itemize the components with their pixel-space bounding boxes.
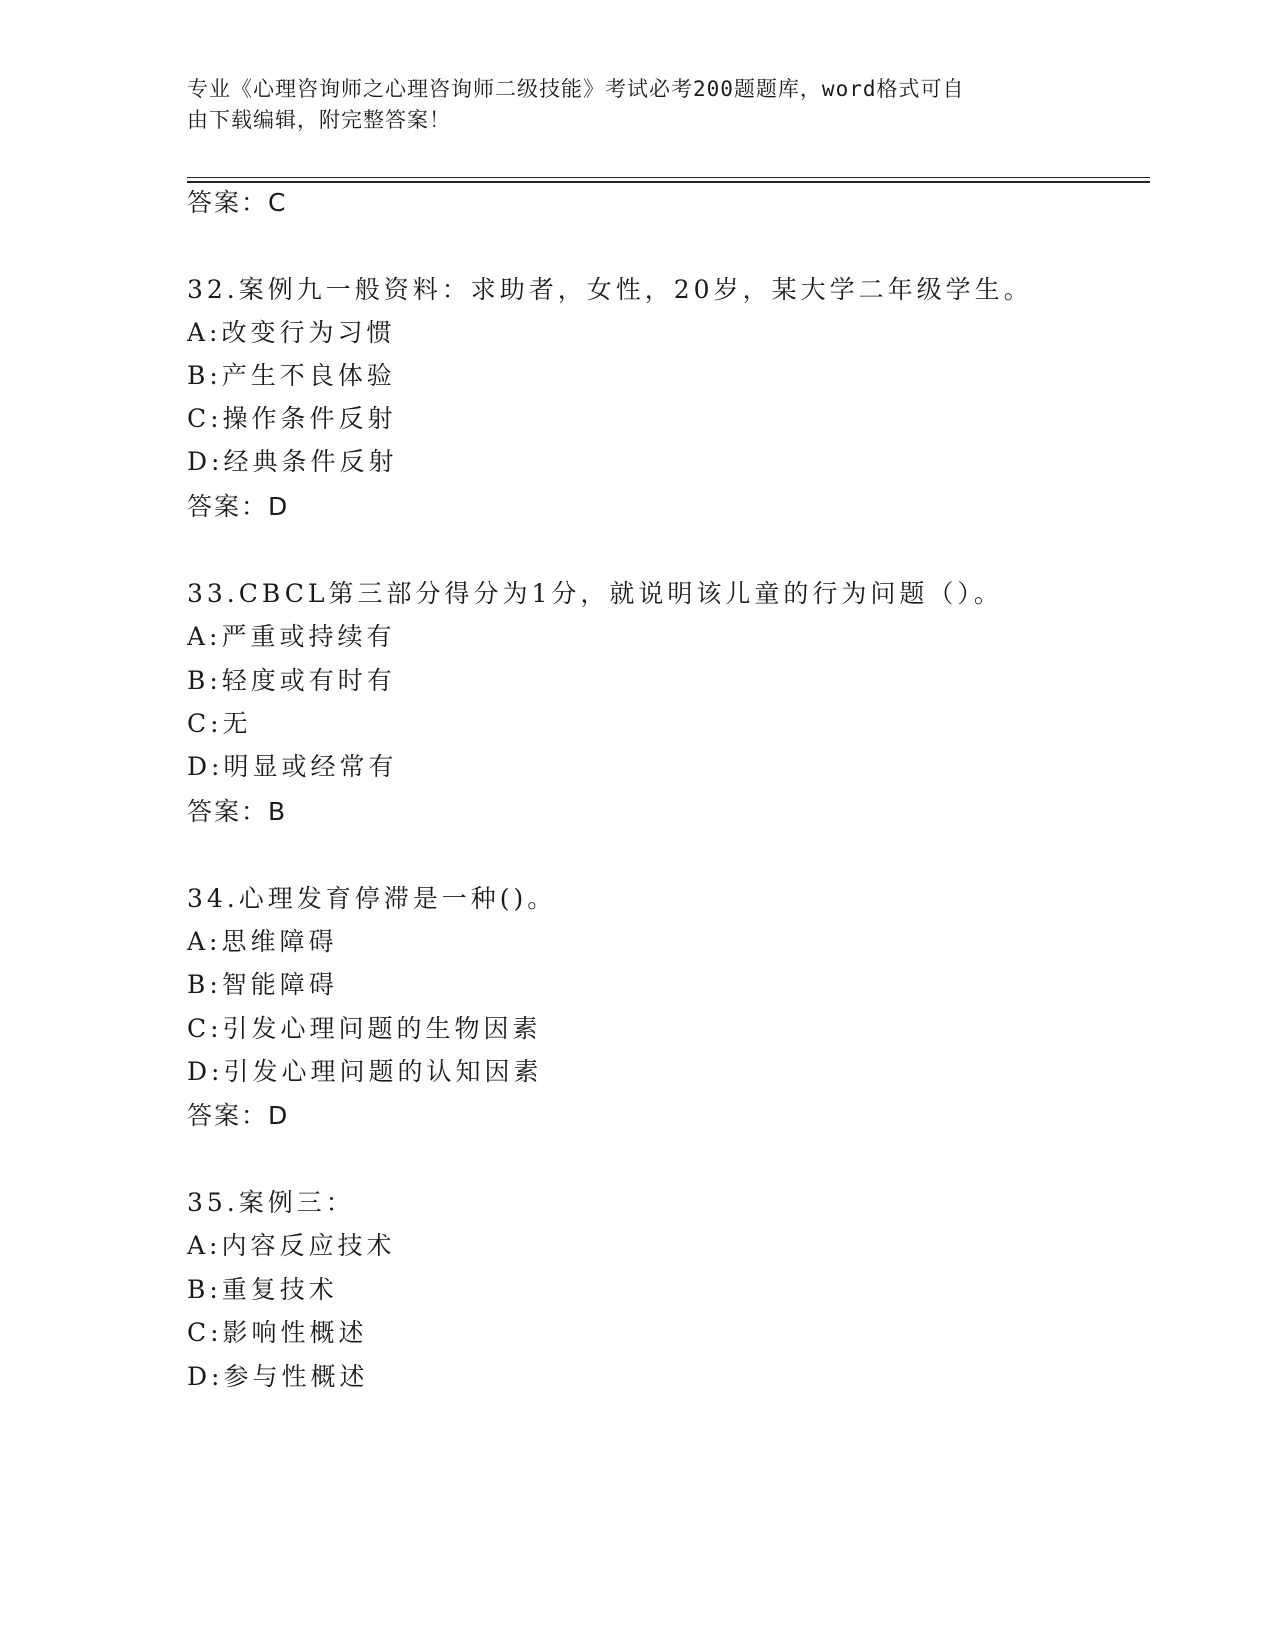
answer-line: 答案：B — [187, 797, 288, 826]
option-d: D:引发心理问题的认知因素 — [187, 1057, 543, 1086]
answer-line: 答案：D — [187, 1101, 290, 1130]
option-d: D:参与性概述 — [187, 1362, 369, 1391]
question-stem: 35.案例三： — [187, 1188, 355, 1217]
header-divider-thin — [187, 177, 1150, 178]
option-a: A:内容反应技术 — [187, 1231, 396, 1260]
answer-line: 答案：D — [187, 492, 290, 521]
option-d: D:明显或经常有 — [187, 752, 398, 781]
option-b: B:产生不良体验 — [187, 361, 396, 390]
option-a: A:改变行为习惯 — [187, 318, 396, 347]
question-stem: 33.CBCL第三部分得分为1分，就说明该儿童的行为问题（）。 — [187, 579, 1003, 608]
header-divider-thick — [187, 181, 1150, 183]
option-c: C:引发心理问题的生物因素 — [187, 1014, 542, 1043]
option-c: C:影响性概述 — [187, 1318, 368, 1347]
question-stem: 32.案例九一般资料：求助者，女性，20岁，某大学二年级学生。 — [187, 275, 1033, 304]
option-a: A:思维障碍 — [187, 927, 338, 956]
option-b: B:重复技术 — [187, 1275, 338, 1304]
header-line-2: 由下载编辑，附完整答案！ — [187, 108, 451, 132]
question-stem: 34.心理发育停滞是一种()。 — [187, 884, 557, 913]
answer-line: 答案：C — [187, 188, 288, 217]
option-b: B:智能障碍 — [187, 970, 338, 999]
document-header — [187, 74, 1067, 136]
option-d: D:经典条件反射 — [187, 447, 398, 476]
option-c: C:操作条件反射 — [187, 404, 397, 433]
option-b: B:轻度或有时有 — [187, 666, 396, 695]
option-a: A:严重或持续有 — [187, 622, 396, 651]
header-line-1: 专业《心理咨询师之心理咨询师二级技能》考试必考200题题库，word格式可自 — [187, 77, 965, 101]
option-c: C:无 — [187, 709, 252, 738]
